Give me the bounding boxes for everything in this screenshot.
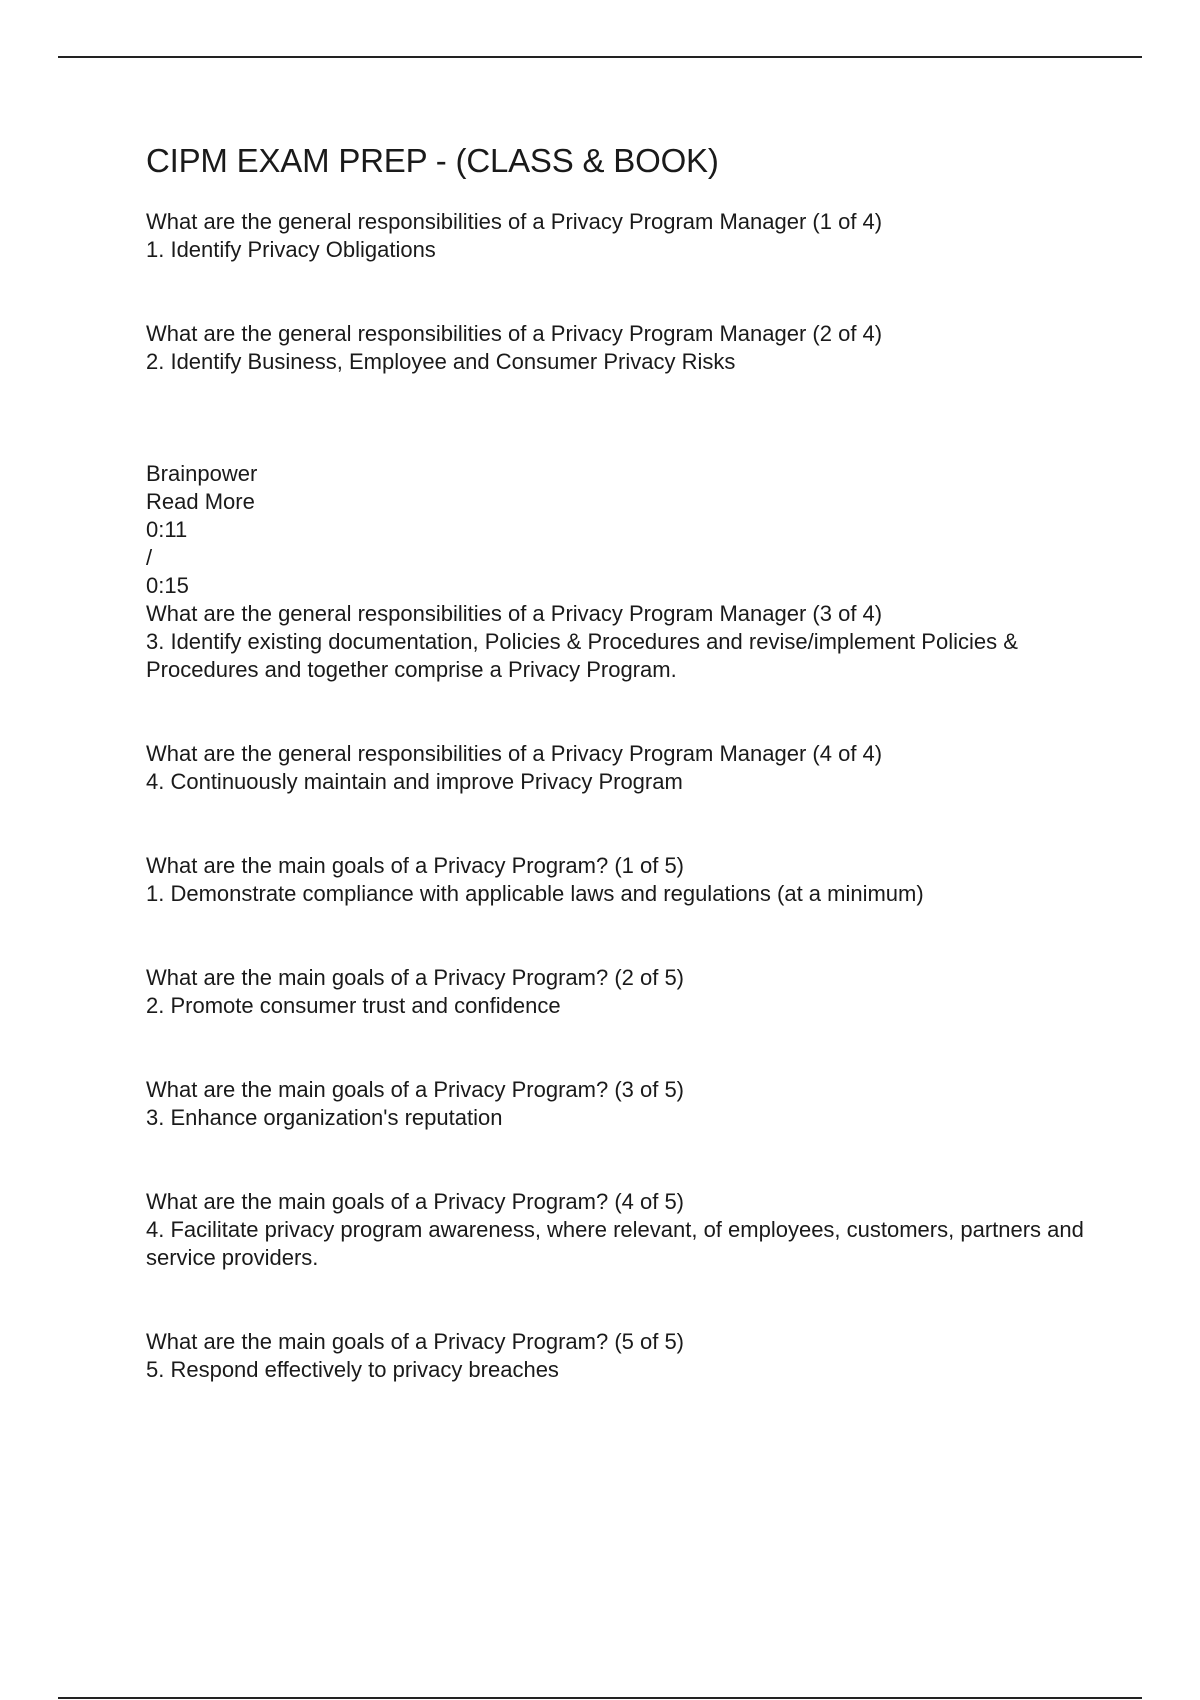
video-duration: 0:15 bbox=[146, 573, 189, 598]
question-text: What are the general responsibilities of a Privacy Program Manager (1 of 4) bbox=[146, 209, 883, 234]
answer-text: 2. Identify Business, Employee and Consumer Privacy Risks bbox=[146, 349, 736, 374]
question-text: What are the main goals of a Privacy Program? (3 of 5) bbox=[146, 1077, 685, 1102]
answer-text: 3. Enhance organization's reputation bbox=[146, 1105, 503, 1130]
answer-text: 4. Continuously maintain and improve Privacy Program bbox=[146, 769, 683, 794]
qa-card bbox=[146, 1076, 1106, 1132]
answer-text: 3. Identify existing documentation, Policies & Procedures and revise/implement Policies & Procedures and together comprise a Privacy Program. bbox=[146, 629, 1025, 682]
question-text: What are the main goals of a Privacy Program? (2 of 5) bbox=[146, 965, 685, 990]
answer-text: 5. Respond effectively to privacy breaches bbox=[146, 1357, 559, 1382]
question-text: What are the main goals of a Privacy Program? (1 of 5) bbox=[146, 853, 685, 878]
question-text: What are the main goals of a Privacy Program? (5 of 5) bbox=[146, 1329, 685, 1354]
qa-card bbox=[146, 964, 1106, 1020]
qa-card bbox=[146, 1188, 1106, 1272]
top-divider bbox=[58, 56, 1142, 58]
document-body bbox=[146, 142, 1106, 1384]
qa-card bbox=[146, 740, 1106, 796]
video-player-remnant bbox=[146, 460, 1106, 600]
answer-text: 4. Facilitate privacy program awareness, where relevant, of employees, customers, partners and service providers. bbox=[146, 1217, 1090, 1270]
bottom-divider bbox=[58, 1697, 1142, 1699]
answer-text: 1. Identify Privacy Obligations bbox=[146, 237, 436, 262]
video-time-separator: / bbox=[146, 545, 153, 570]
video-current-time: 0:11 bbox=[146, 517, 188, 542]
read-more-link[interactable]: Read More bbox=[146, 489, 255, 514]
qa-card bbox=[146, 208, 1106, 264]
answer-text: 2. Promote consumer trust and confidence bbox=[146, 993, 561, 1018]
question-text: What are the general responsibilities of a Privacy Program Manager (2 of 4) bbox=[146, 321, 883, 346]
qa-card bbox=[146, 320, 1106, 376]
answer-text: 1. Demonstrate compliance with applicable laws and regulations (at a minimum) bbox=[146, 881, 924, 906]
document-title: CIPM EXAM PREP - (CLASS & BOOK) bbox=[146, 142, 719, 179]
qa-card bbox=[146, 600, 1106, 684]
question-text: What are the main goals of a Privacy Program? (4 of 5) bbox=[146, 1189, 685, 1214]
qa-card bbox=[146, 1328, 1106, 1384]
question-text: What are the general responsibilities of a Privacy Program Manager (4 of 4) bbox=[146, 741, 883, 766]
video-brand-label: Brainpower bbox=[146, 461, 258, 486]
question-text: What are the general responsibilities of a Privacy Program Manager (3 of 4) bbox=[146, 601, 883, 626]
qa-card bbox=[146, 852, 1106, 908]
